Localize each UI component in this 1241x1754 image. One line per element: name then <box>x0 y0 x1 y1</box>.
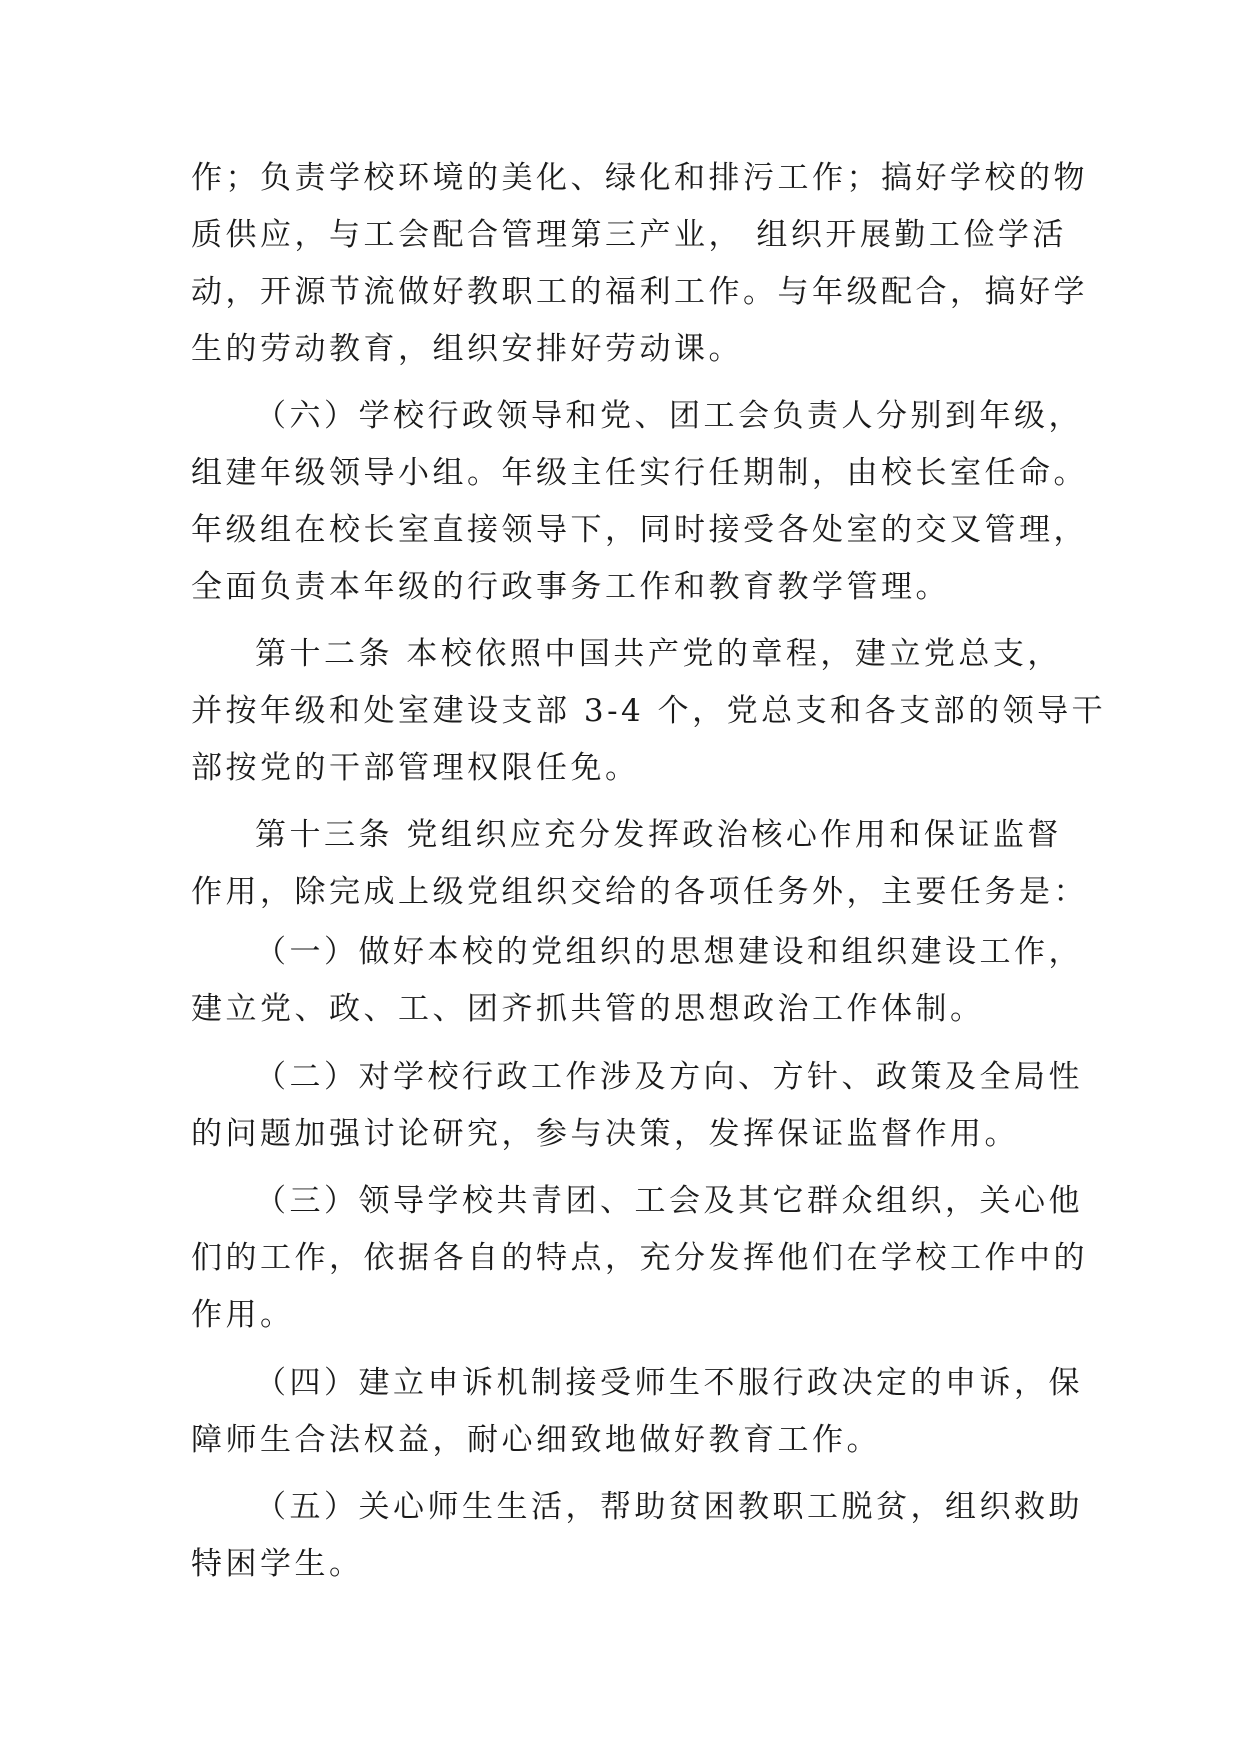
text-line: （二）对学校行政工作涉及方向、方针、政策及全局性 <box>255 1059 1083 1095</box>
text-line: 作用。 <box>191 1297 295 1333</box>
text-line: 第十三条 党组织应充分发挥政治核心作用和保证监督 <box>255 817 1062 853</box>
text-line: 组建年级领导小组。年级主任实行任期制，由校长室任命。 <box>191 455 1088 491</box>
text-line: 的问题加强讨论研究，参与决策，发挥保证监督作用。 <box>191 1116 1019 1152</box>
text-line: 障师生合法权益，耐心细致地做好教育工作。 <box>191 1422 881 1458</box>
text-line: 建立党、政、工、团齐抓共管的思想政治工作体制。 <box>191 991 985 1027</box>
text-line: 们的工作，依据各自的特点，充分发挥他们在学校工作中的 <box>191 1240 1088 1276</box>
text-line: （三）领导学校共青团、工会及其它群众组织，关心他 <box>255 1183 1083 1219</box>
text-line: （四）建立申诉机制接受师生不服行政决定的申诉，保 <box>255 1365 1083 1401</box>
text-line: 特困学生。 <box>191 1546 364 1582</box>
text-line: 部按党的干部管理权限任免。 <box>191 750 640 786</box>
text-line: （六）学校行政领导和党、团工会负责人分别到年级， <box>255 398 1083 434</box>
text-line: 动，开源节流做好教职工的福利工作。与年级配合，搞好学 <box>191 274 1088 310</box>
text-line: 年级组在校长室直接领导下，同时接受各处室的交叉管理， <box>191 512 1088 548</box>
text-line: （五）关心师生生活，帮助贫困教职工脱贫，组织救助 <box>255 1489 1083 1525</box>
text-line: 质供应，与工会配合管理第三产业， 组织开展勤工俭学活 <box>191 217 1067 253</box>
text-line: 并按年级和处室建设支部 3-4 个，党总支和各支部的领导干 <box>191 693 1107 729</box>
text-line: 作用，除完成上级党组织交给的各项任务外，主要任务是： <box>191 874 1088 910</box>
text-line: 作；负责学校环境的美化、绿化和排污工作；搞好学校的物 <box>191 160 1088 196</box>
text-line: 全面负责本年级的行政事务工作和教育教学管理。 <box>191 569 950 605</box>
text-line: 生的劳动教育，组织安排好劳动课。 <box>191 331 743 367</box>
text-line: （一）做好本校的党组织的思想建设和组织建设工作， <box>255 934 1083 970</box>
text-line: 第十二条 本校依照中国共产党的章程，建立党总支， <box>255 636 1062 672</box>
